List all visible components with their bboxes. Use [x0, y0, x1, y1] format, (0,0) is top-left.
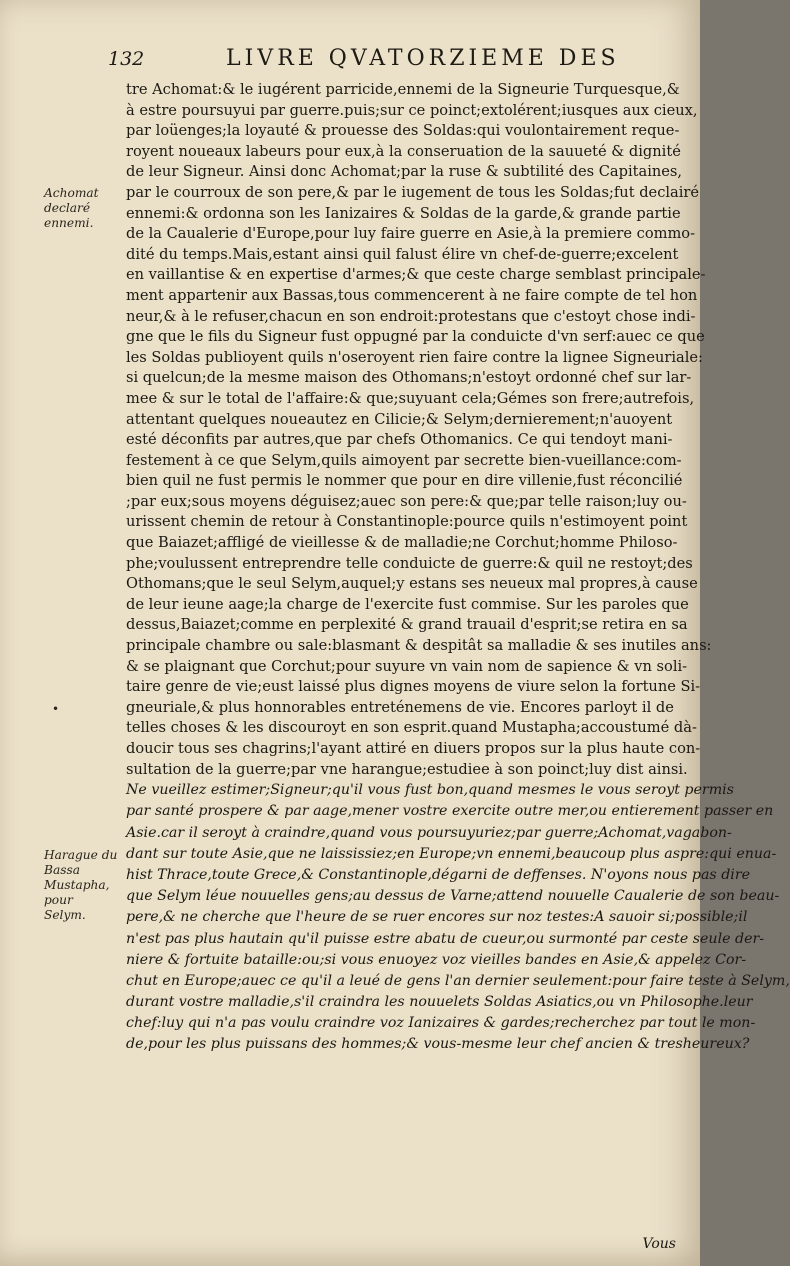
- text-line: dant sur toute Asie,que ne laississiez;en Europe;vn ennemi,beaucoup plus aspre:qui enua-: [126, 845, 777, 862]
- narrative-paragraph: [126, 80, 712, 780]
- text-line: ment appartenir aux Bassas,tous commencerent à ne faire compte de tel hon: [126, 286, 698, 304]
- text-line: à estre poursuyui par guerre.puis;sur ce poinct;extolérent;iusques aux cieux,: [126, 101, 698, 119]
- text-line: Asie.car il seroyt à craindre,quand vous poursuyuriez;par guerre;Achomat,vagabon-: [126, 824, 732, 841]
- text-line: par le courroux de son pere,& par le iugement de tous les Soldas;fut declairé: [126, 183, 700, 201]
- text-line: mee & sur le total de l'affaire:& que;suyuant cela;Gémes son frere;autrefois,: [126, 389, 695, 407]
- text-line: hist Thrace,toute Grece,& Constantinople,dégarni de deffenses. N'oyons nous pas dire: [126, 866, 750, 883]
- text-line: niere & fortuite bataille:ou;si vous enuoyez voz vieilles bandes en Asie,& appelez Cor-: [126, 951, 747, 968]
- text-line: dité du temps.Mais,estant ainsi quil falust élire vn chef-de-guerre;excelent: [126, 245, 679, 263]
- text-line: urissent chemin de retour à Constantinople:pource quils n'estimoyent point: [126, 513, 688, 531]
- text-line: si quelcun;de la mesme maison des Othomans;n'estoyt ordonné chef sur lar-: [126, 369, 692, 387]
- text-line: de,pour les plus puissans des hommes;& vous-mesme leur chef ancien & tresheureux?: [126, 1036, 750, 1053]
- text-line: taire genre de vie;eust laissé plus dignes moyens de viure selon la fortune Si-: [126, 678, 701, 696]
- margin-mark: •: [52, 702, 60, 716]
- text-line: principale chambre ou sale:blasmant & despitât sa malladie & ses inutiles ans:: [126, 637, 712, 655]
- page-number: 132: [108, 48, 145, 70]
- text-line: bien quil ne fust permis le nommer que pour en dire villenie,fust réconcilié: [126, 472, 683, 490]
- running-head: LIVRE QVATORZIEME DES: [226, 46, 620, 71]
- text-line: esté déconfits par autres,que par chefs Othomanics. Ce qui tendoyt mani-: [126, 431, 673, 449]
- margin-note-mustapha: Harague du Bassa Mustapha, pour Selym.: [44, 848, 118, 922]
- page-header: [108, 44, 680, 74]
- text-line: que Baiazet;affligé de vieillesse & de malladie;ne Corchut;homme Philoso-: [126, 534, 678, 552]
- text-line: durant vostre malladie,s'il craindra les nouuelets Soldas Asiatics,ou vn Philosophe.leur: [126, 994, 753, 1011]
- text-line: neur,& à le refuser,chacun en son endroit:protestans que c'estoyt chose indi-: [126, 307, 696, 325]
- text-line: royent noueaux labeurs pour eux,à la conseruation de la sauueté & dignité: [126, 142, 681, 160]
- margin-note-achomat: Achomat declaré ennemi.: [44, 186, 99, 230]
- speech-paragraph: [126, 780, 790, 1055]
- text-line: phe;voulussent entreprendre telle conduicte de guerre:& quil ne restoyt;des: [126, 554, 693, 572]
- text-line: n'est pas plus hautain qu'il puisse estre abatu de cueur,ou surmonté par ceste seule der-: [126, 930, 765, 947]
- text-line: en vaillantise & en expertise d'armes;& que ceste charge semblast principale-: [126, 266, 706, 284]
- text-line: les Soldas publioyent quils n'oseroyent rien faire contre la lignee Signeuriale:: [126, 348, 703, 366]
- text-line: sultation de la guerre;par vne harangue;estudiee à son poinct;luy dist ainsi.: [126, 760, 688, 778]
- text-line: ennemi:& ordonna son les Ianizaires & Soldas de la garde,& grande partie: [126, 204, 681, 222]
- text-line: de la Caualerie d'Europe,pour luy faire guerre en Asie,à la premiere commo-: [126, 225, 696, 243]
- text-line: & se plaignant que Corchut;pour suyure vn vain nom de sapience & vn soli-: [126, 657, 688, 675]
- text-line: pere,& ne cherche que l'heure de se ruer encores sur noz testes:A sauoir si;possible;il: [126, 909, 748, 926]
- catchword: Vous: [642, 1236, 676, 1252]
- text-line: par santé prospere & par aage,mener vostre exercite outre mer,ou entierement passer en: [126, 803, 774, 820]
- text-line: gne que le fils du Signeur fust oppugné par la conduicte d'vn serf:auec ce que: [126, 328, 705, 346]
- text-line: telles choses & les discouroyt en son esprit.quand Mustapha;accoustumé dà-: [126, 719, 697, 737]
- text-line: que Selym léue nouuelles gens;au dessus de Varne;attend nouuelle Caualerie de son beau-: [126, 888, 780, 905]
- text-line: attentant quelques noueautez en Cilicie;& Selym;dernierement;n'auoyent: [126, 410, 673, 428]
- text-line: Ne vueillez estimer;Signeur;qu'il vous fust bon,quand mesmes le vous seroyt permis: [126, 782, 734, 799]
- text-line: doucir tous ses chagrins;l'ayant attiré en diuers propos sur la plus haute con-: [126, 740, 701, 757]
- text-line: Othomans;que le seul Selym,auquel;y estans ses neueux mal propres,à cause: [126, 575, 698, 593]
- text-line: ;par eux;sous moyens déguisez;auec son pere:& que;par telle raison;luy ou-: [126, 492, 687, 510]
- text-line: festement à ce que Selym,quils aimoyent par secrette bien-vueillance:com-: [126, 451, 682, 469]
- text-line: tre Achomat:& le iugérent parricide,ennemi de la Signeurie Turquesque,&: [126, 81, 680, 98]
- text-line: chut en Europe;auec ce qu'il a leué de gens l'an dernier seulement:pour faire teste à Selym,: [126, 972, 790, 989]
- text-line: de leur ieune aage;la charge de l'exercite fust commise. Sur les paroles que: [126, 595, 689, 613]
- text-line: gneuriale,& plus honnorables entreténemens de vie. Encores parloyt il de: [126, 698, 674, 716]
- text-line: de leur Signeur. Ainsi donc Achomat;par la ruse & subtilité des Capitaines,: [126, 163, 683, 181]
- text-line: dessus,Baiazet;comme en perplexité & grand trauail d'esprit;se retira en sa: [126, 616, 688, 634]
- text-line: chef:luy qui n'a pas voulu craindre voz Ianizaires & gardes;recherchez par tout le mon-: [126, 1015, 756, 1032]
- body-text: [126, 80, 790, 1056]
- text-line: par loüenges;la loyauté & prouesse des Soldas:qui voulontairement reque-: [126, 122, 680, 140]
